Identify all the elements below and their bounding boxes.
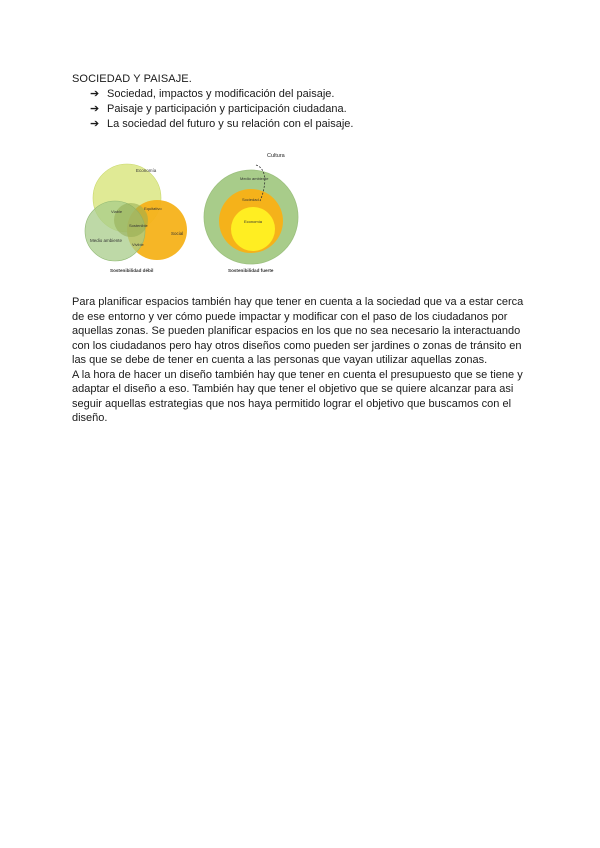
page-title: SOCIEDAD Y PAISAJE. bbox=[72, 73, 192, 85]
paragraph: Para planificar espacios también hay que tener en cuenta a la sociedad que va a estar cerca de ese entorno y ver cómo puede impactar y modificar con el paso de los ciudadanos por aquellas zonas. Se pueden planificar espacios en los que no sea necesario la interactuando con los ciudadanos pero hay otros diseños como pueden ser jardines o zonas de tránsito en las que se debe de tener en cuenta a las personas que vayan utilizar aquellas zonas. bbox=[72, 296, 524, 366]
nested-label: Sociedad bbox=[242, 197, 259, 202]
venn-label: Equitativo bbox=[144, 206, 162, 211]
venn-label: Social bbox=[171, 231, 184, 236]
strong-caption: Sostenibilidad fuerte bbox=[228, 268, 274, 273]
venn-label: Vivible bbox=[132, 242, 144, 247]
body-text bbox=[72, 295, 532, 426]
venn-label: Sostenible bbox=[129, 223, 148, 228]
bullet-list bbox=[90, 87, 353, 132]
venn-label: Economía bbox=[136, 168, 157, 173]
nested-label: Medio ambiente bbox=[240, 176, 269, 181]
strong-sustainability-nested bbox=[204, 153, 298, 273]
sustainability-diagram bbox=[80, 143, 310, 278]
culture-label: Cultura bbox=[267, 153, 285, 159]
weak-sustainability-venn bbox=[85, 164, 187, 273]
nested-label: Economía bbox=[244, 219, 263, 224]
list-item: ➔ Paisaje y participación y participación ciudadana. bbox=[90, 103, 347, 115]
list-item: ➔ La sociedad del futuro y su relación con el paisaje. bbox=[90, 118, 354, 130]
venn-label: Medio ambiente bbox=[90, 238, 123, 243]
venn-label: Viable bbox=[111, 209, 123, 214]
arrow-icon: ➔ bbox=[90, 118, 100, 130]
paragraph: A la hora de hacer un diseño también hay que tener en cuenta el presupuesto que se tiene y adaptar el diseño a eso. También hay que tener el objetivo que se quiere alcanzar para asi seguir aquellas estrategias que nos haya permitido lograr el objetivo que buscamos con el diseño. bbox=[72, 368, 523, 424]
arrow-icon: ➔ bbox=[90, 103, 100, 115]
arrow-icon: ➔ bbox=[90, 88, 100, 100]
list-item: ➔ Sociedad, impactos y modificación del paisaje. bbox=[90, 88, 335, 100]
sustainability-diagram-svg bbox=[80, 143, 310, 278]
economy-inner-circle bbox=[231, 207, 275, 251]
weak-caption: Sostenibilidad débil bbox=[110, 268, 154, 273]
